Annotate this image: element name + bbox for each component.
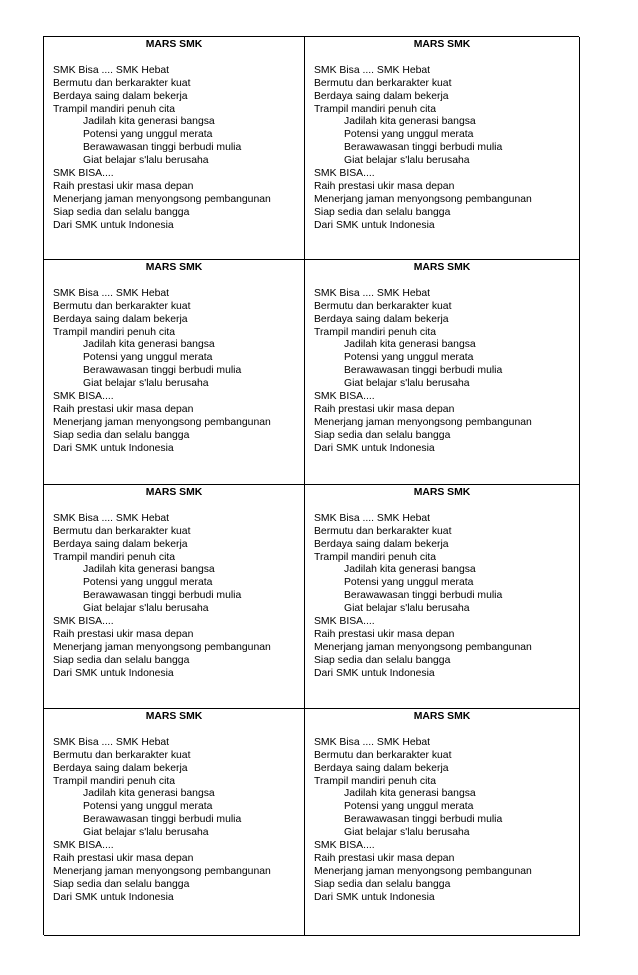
lyric-line: SMK BISA.... xyxy=(314,391,375,403)
lyric-line: Berawawasan tinggi berbudi mulia xyxy=(83,590,242,602)
lyric-line: Berdaya saing dalam bekerja xyxy=(53,313,188,325)
lyric-line: Jadilah kita generasi bangsa xyxy=(83,339,215,351)
lyric-line: Bermutu dan berkarakter kuat xyxy=(314,77,452,89)
lyric-line: Bermutu dan berkarakter kuat xyxy=(314,300,452,312)
lyric-line: Trampil mandiri penuh cita xyxy=(53,326,176,338)
lyric-line: Berawawasan tinggi berbudi mulia xyxy=(83,814,242,826)
lyric-line: Raih prestasi ukir masa depan xyxy=(53,628,194,640)
lyric-line: Menerjang jaman menyongsong pembangunan xyxy=(314,416,532,428)
lyric-line: Giat belajar s'lalu berusaha xyxy=(344,827,470,839)
lyric-line: Trampil mandiri penuh cita xyxy=(314,326,437,338)
lyric-line: SMK Bisa .... SMK Hebat xyxy=(53,512,170,524)
lyric-line: SMK BISA.... xyxy=(53,616,114,628)
lyric-line: Menerjang jaman menyongsong pembangunan xyxy=(53,416,271,428)
lyric-line: Raih prestasi ukir masa depan xyxy=(314,403,455,415)
lyric-line: Giat belajar s'lalu berusaha xyxy=(83,827,209,839)
lyric-line: Raih prestasi ukir masa depan xyxy=(314,852,455,864)
lyrics-card xyxy=(44,485,305,709)
lyric-line: Potensi yang unggul merata xyxy=(344,801,474,813)
lyric-line: Berdaya saing dalam bekerja xyxy=(53,762,188,774)
lyrics-sheet-grid xyxy=(43,36,579,935)
lyric-line: Raih prestasi ukir masa depan xyxy=(314,180,455,192)
lyric-line: Siap sedia dan selalu bangga xyxy=(53,206,190,218)
lyric-line: Bermutu dan berkarakter kuat xyxy=(53,77,191,89)
lyric-line: Bermutu dan berkarakter kuat xyxy=(314,525,452,537)
lyric-line: Berdaya saing dalam bekerja xyxy=(53,90,188,102)
lyric-line: Siap sedia dan selalu bangga xyxy=(53,654,190,666)
lyric-line: SMK Bisa .... SMK Hebat xyxy=(314,512,431,524)
card-title: MARS SMK xyxy=(413,711,471,722)
lyric-line: Raih prestasi ukir masa depan xyxy=(53,403,194,415)
lyric-line: Giat belajar s'lalu berusaha xyxy=(83,155,209,167)
lyric-line: SMK Bisa .... SMK Hebat xyxy=(314,736,431,748)
card-title: MARS SMK xyxy=(145,711,203,722)
lyrics-card xyxy=(305,260,580,485)
lyric-line: Dari SMK untuk Indonesia xyxy=(53,667,174,679)
lyric-line: Berdaya saing dalam bekerja xyxy=(314,313,449,325)
lyric-line: Menerjang jaman menyongsong pembangunan xyxy=(314,193,532,205)
lyric-line: Dari SMK untuk Indonesia xyxy=(314,891,435,903)
lyric-line: Jadilah kita generasi bangsa xyxy=(83,116,215,128)
lyric-line: Dari SMK untuk Indonesia xyxy=(314,442,435,454)
lyric-line: Berdaya saing dalam bekerja xyxy=(314,762,449,774)
lyrics-card xyxy=(44,709,305,936)
lyric-line: Menerjang jaman menyongsong pembangunan xyxy=(314,865,532,877)
lyric-line: SMK Bisa .... SMK Hebat xyxy=(53,287,170,299)
lyric-line: Menerjang jaman menyongsong pembangunan xyxy=(314,641,532,653)
lyric-line: SMK BISA.... xyxy=(53,168,114,180)
lyrics-card xyxy=(44,260,305,485)
lyric-line: SMK BISA.... xyxy=(53,391,114,403)
lyric-line: Bermutu dan berkarakter kuat xyxy=(314,749,452,761)
lyric-line: Menerjang jaman menyongsong pembangunan xyxy=(53,193,271,205)
lyric-line: Menerjang jaman menyongsong pembangunan xyxy=(53,641,271,653)
lyric-line: Giat belajar s'lalu berusaha xyxy=(83,378,209,390)
lyrics-card xyxy=(305,485,580,709)
card-title: MARS SMK xyxy=(145,39,203,50)
lyric-line: Siap sedia dan selalu bangga xyxy=(53,878,190,890)
lyric-line: Siap sedia dan selalu bangga xyxy=(314,429,451,441)
lyric-line: Potensi yang unggul merata xyxy=(344,352,474,364)
card-title: MARS SMK xyxy=(413,262,471,273)
lyric-line: SMK BISA.... xyxy=(314,616,375,628)
lyric-line: SMK Bisa .... SMK Hebat xyxy=(53,736,170,748)
lyric-line: Trampil mandiri penuh cita xyxy=(53,551,176,563)
lyric-line: Berdaya saing dalam bekerja xyxy=(53,538,188,550)
lyric-line: Raih prestasi ukir masa depan xyxy=(53,180,194,192)
lyric-line: Bermutu dan berkarakter kuat xyxy=(53,525,191,537)
lyric-line: Raih prestasi ukir masa depan xyxy=(53,852,194,864)
lyric-line: SMK Bisa .... SMK Hebat xyxy=(314,287,431,299)
lyric-line: Siap sedia dan selalu bangga xyxy=(314,878,451,890)
lyric-line: Siap sedia dan selalu bangga xyxy=(314,206,451,218)
lyric-line: Potensi yang unggul merata xyxy=(83,801,213,813)
lyric-line: SMK BISA.... xyxy=(314,840,375,852)
lyric-line: Jadilah kita generasi bangsa xyxy=(344,339,476,351)
lyric-line: Trampil mandiri penuh cita xyxy=(314,551,437,563)
lyric-line: Dari SMK untuk Indonesia xyxy=(53,891,174,903)
lyric-line: Bermutu dan berkarakter kuat xyxy=(53,749,191,761)
lyric-line: Giat belajar s'lalu berusaha xyxy=(344,603,470,615)
lyric-line: Jadilah kita generasi bangsa xyxy=(83,564,215,576)
lyrics-card xyxy=(305,709,580,936)
lyric-line: Siap sedia dan selalu bangga xyxy=(314,654,451,666)
lyric-line: Siap sedia dan selalu bangga xyxy=(53,429,190,441)
lyric-line: Giat belajar s'lalu berusaha xyxy=(344,155,470,167)
lyric-line: SMK Bisa .... SMK Hebat xyxy=(53,64,170,76)
lyric-line: Giat belajar s'lalu berusaha xyxy=(344,378,470,390)
lyrics-card xyxy=(44,37,305,260)
lyric-line: SMK BISA.... xyxy=(53,840,114,852)
lyric-line: Berawawasan tinggi berbudi mulia xyxy=(83,142,242,154)
lyric-line: Jadilah kita generasi bangsa xyxy=(344,788,476,800)
lyric-line: Dari SMK untuk Indonesia xyxy=(53,219,174,231)
lyric-line: Giat belajar s'lalu berusaha xyxy=(83,603,209,615)
lyric-line: Potensi yang unggul merata xyxy=(344,577,474,589)
lyric-line: Menerjang jaman menyongsong pembangunan xyxy=(53,865,271,877)
lyric-line: Jadilah kita generasi bangsa xyxy=(344,564,476,576)
lyric-line: Jadilah kita generasi bangsa xyxy=(344,116,476,128)
lyric-line: Potensi yang unggul merata xyxy=(83,129,213,141)
lyric-line: Berawawasan tinggi berbudi mulia xyxy=(83,365,242,377)
lyric-line: Raih prestasi ukir masa depan xyxy=(314,628,455,640)
lyrics-card xyxy=(305,37,580,260)
lyric-line: SMK BISA.... xyxy=(314,168,375,180)
lyric-line: Dari SMK untuk Indonesia xyxy=(53,442,174,454)
lyric-line: Jadilah kita generasi bangsa xyxy=(83,788,215,800)
lyric-line: Dari SMK untuk Indonesia xyxy=(314,667,435,679)
lyric-line: Trampil mandiri penuh cita xyxy=(314,103,437,115)
card-title: MARS SMK xyxy=(145,262,203,273)
lyric-line: Berdaya saing dalam bekerja xyxy=(314,90,449,102)
lyric-line: Berdaya saing dalam bekerja xyxy=(314,538,449,550)
lyric-line: Trampil mandiri penuh cita xyxy=(53,775,176,787)
card-title: MARS SMK xyxy=(413,39,471,50)
lyric-line: Berawawasan tinggi berbudi mulia xyxy=(344,814,503,826)
lyric-line: Potensi yang unggul merata xyxy=(344,129,474,141)
lyric-line: Bermutu dan berkarakter kuat xyxy=(53,300,191,312)
lyric-line: Berawawasan tinggi berbudi mulia xyxy=(344,365,503,377)
lyric-line: Potensi yang unggul merata xyxy=(83,352,213,364)
lyric-line: Trampil mandiri penuh cita xyxy=(53,103,176,115)
lyric-line: SMK Bisa .... SMK Hebat xyxy=(314,64,431,76)
lyric-line: Dari SMK untuk Indonesia xyxy=(314,219,435,231)
card-title: MARS SMK xyxy=(413,487,471,498)
lyric-line: Berawawasan tinggi berbudi mulia xyxy=(344,142,503,154)
lyric-line: Berawawasan tinggi berbudi mulia xyxy=(344,590,503,602)
card-title: MARS SMK xyxy=(145,487,203,498)
lyric-line: Potensi yang unggul merata xyxy=(83,577,213,589)
lyric-line: Trampil mandiri penuh cita xyxy=(314,775,437,787)
